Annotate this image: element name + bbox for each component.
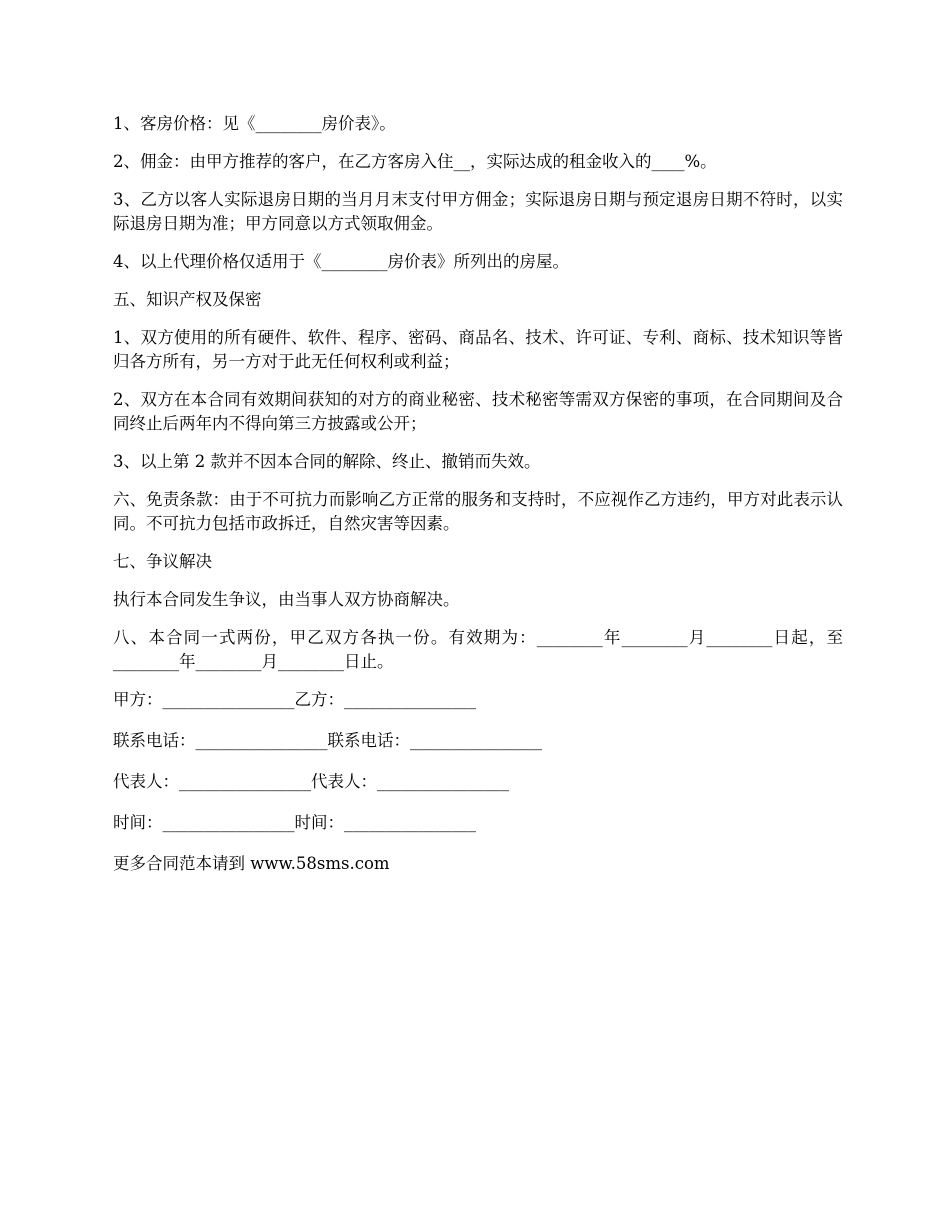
party-a-representative-field: 代表人：________________ xyxy=(113,772,311,791)
clause-force-majeure: 六、免责条款：由于不可抗力而影响乙方正常的服务和支持时，不应视作乙方违约，甲方对此表示认同。不可抗力包括市政拆迁，自然灾害等因素。 xyxy=(113,490,843,533)
clause-ip-ownership: 1、双方使用的所有硬件、软件、程序、密码、商品名、技术、许可证、专利、商标、技术知识等皆归各方所有，另一方对于此无任何权利或利益； xyxy=(113,328,843,371)
signature-row-party xyxy=(113,688,843,712)
party-a-time-field: 时间：________________ xyxy=(113,813,295,832)
footer-note: 更多合同范本请到 www.58sms.com xyxy=(113,854,390,873)
clause-price-scope: 4、以上代理价格仅适用于《________房价表》所列出的房屋。 xyxy=(113,252,569,271)
clause-copies-validity: 八、本合同一式两份，甲乙双方各执一份。有效期为：________年________月________日起，至________年________月________日止。 xyxy=(113,628,843,671)
clause-survival: 3、以上第 2 款并不因本合同的解除、终止、撤销而失效。 xyxy=(113,452,541,471)
clause-confidentiality: 2、双方在本合同有效期间获知的对方的商业秘密、技术秘密等需双方保密的事项，在合同期间及合同终止后两年内不得向第三方披露或公开； xyxy=(113,390,843,433)
clause-commission: 2、佣金：由甲方推荐的客户，在乙方客房入住__，实际达成的租金收入的____%。 xyxy=(113,152,717,171)
party-b-signature-field: 乙方：________________ xyxy=(294,690,476,709)
clause-dispute-resolution: 执行本合同发生争议，由当事人双方协商解决。 xyxy=(113,590,460,609)
party-a-signature-field: 甲方：________________ xyxy=(113,690,295,709)
party-a-phone-field: 联系电话：________________ xyxy=(113,731,328,750)
document-page xyxy=(113,112,843,890)
signature-row-phone xyxy=(113,729,843,753)
party-b-time-field: 时间：________________ xyxy=(294,813,476,832)
party-b-phone-field: 联系电话：________________ xyxy=(327,731,542,750)
signature-row-time xyxy=(113,811,843,835)
clause-payment-terms: 3、乙方以客人实际退房日期的当月月末支付甲方佣金；实际退房日期与预定退房日期不符时，以实际退房日期为准；甲方同意以方式领取佣金。 xyxy=(113,190,843,233)
clause-room-price: 1、客房价格：见《________房价表》。 xyxy=(113,114,396,133)
signature-row-representative xyxy=(113,770,843,794)
party-b-representative-field: 代表人：________________ xyxy=(311,772,509,791)
section-heading-ip-confidentiality: 五、知识产权及保密 xyxy=(113,290,262,309)
section-heading-dispute: 七、争议解决 xyxy=(113,552,212,571)
